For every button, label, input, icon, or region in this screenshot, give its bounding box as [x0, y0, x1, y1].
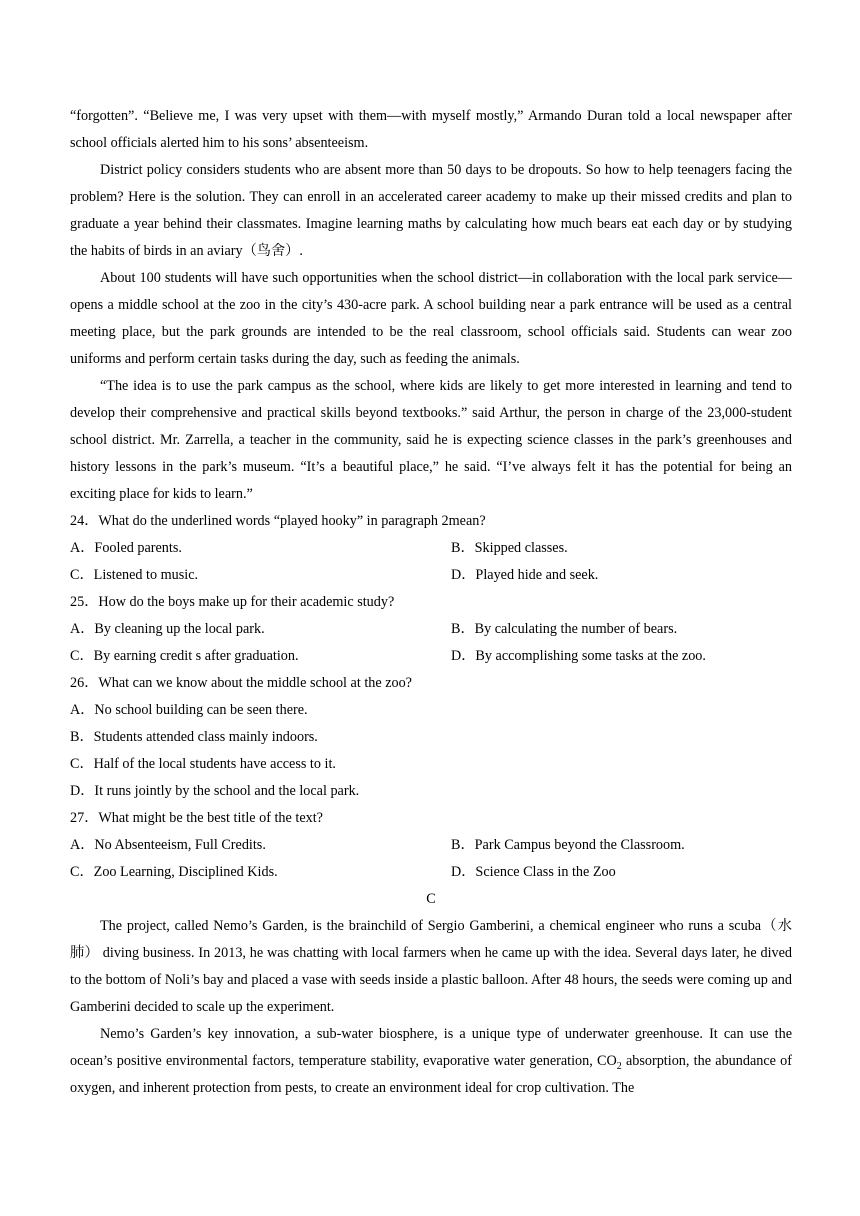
question-24-option-c: C．Listened to music. — [70, 567, 199, 583]
passage-c-paragraph-1: The project, called Nemo’s Garden, is the brainchild of Sergio Gamberini, a chemical engineer who runs a scuba（水肺） diving business. In 2013, he was chatting with local farmers when he came up with the idea. Several days later, he dived to the bottom of Noli’s bay and placed a vase with seeds inside a plastic balloon. After 48 hours, the seeds were coming up and Gamberini decided to scale up the experiment. — [70, 918, 792, 1015]
co2-subscript: 2 — [616, 1060, 622, 1072]
question-24-option-b: B．Skipped classes. — [451, 540, 568, 556]
question-24-option-a: A．Fooled parents. — [70, 540, 182, 556]
passage-c-heading: C — [426, 891, 436, 907]
question-25-options-row-2 — [70, 643, 792, 670]
question-24-options-row-1 — [70, 535, 792, 562]
question-27-option-b: B．Park Campus beyond the Classroom. — [451, 837, 685, 853]
question-26-stem: 26．What can we know about the middle school at the zoo? — [70, 675, 412, 691]
question-27-option-a: A．No Absenteeism, Full Credits. — [70, 837, 266, 853]
question-25-option-d: D．By accomplishing some tasks at the zoo. — [451, 648, 706, 664]
question-26-option-d: D．It runs jointly by the school and the local park. — [70, 783, 360, 799]
passage-c-paragraph-2 — [70, 1021, 792, 1102]
question-24-stem: 24．What do the underlined words “played hooky” in paragraph 2mean? — [70, 513, 486, 529]
question-26-option-a: A．No school building can be seen there. — [70, 702, 308, 718]
passage-b-paragraph-3: About 100 students will have such opportunities when the school district—in collaboration with the local park service—opens a middle school at the zoo in the city’s 430-acre park. A school building near a park entrance will be used as a central meeting place, but the park grounds are intended to be the real classroom, school officials said. Students can wear zoo uniforms and perform certain tasks during the day, such as feeding the animals. — [70, 270, 792, 367]
question-24-option-d: D．Played hide and seek. — [451, 567, 599, 583]
question-27-stem: 27．What might be the best title of the text? — [70, 810, 323, 826]
passage-b-paragraph-4: “The idea is to use the park campus as the school, where kids are likely to get more interested in learning and tend to develop their comprehensive and practical skills beyond textbooks.” said Arthur, the person in charge of the 23,000-student school district. Mr. Zarrella, a teacher in the community, said he is expecting science classes in the park’s greenhouses and history lessons in the park’s museum. “It’s a beautiful place,” he said. “I’ve always felt it has the potential for being an exciting place for kids to learn.” — [70, 378, 792, 502]
question-27-options-row-1 — [70, 832, 792, 859]
question-27-option-c: C．Zoo Learning, Disciplined Kids. — [70, 864, 278, 880]
passage-b-paragraph-1: “forgotten”. “Believe me, I was very upset with them—with myself mostly,” Armando Duran told a local newspaper after school officials alerted him to his sons’ absenteeism. — [70, 108, 792, 151]
passage-b-paragraph-2: District policy considers students who are absent more than 50 days to be dropouts. So how to help teenagers facing the problem? Here is the solution. They can enroll in an accelerated career academy to make up their missed credits and plan to graduate a year behind their classmates. Imagine learning maths by calculating how much bears eat each day or by studying the habits of birds in an aviary（鸟舍）. — [70, 162, 792, 259]
question-27-option-d: D．Science Class in the Zoo — [451, 864, 616, 880]
question-26-option-c: C．Half of the local students have access to it. — [70, 756, 336, 772]
question-26-option-b: B．Students attended class mainly indoors. — [70, 729, 318, 745]
passage-c-paragraph-2-text-start: Nemo’s Garden’s key innovation, a sub-water biosphere, is a unique type of underwater greenhouse. It can use the ocean’s positive environmental factors, temperature stability, evaporative water generation, CO — [70, 1026, 792, 1069]
question-25-options-row-1 — [70, 616, 792, 643]
question-25-option-b: B．By calculating the number of bears. — [451, 621, 678, 637]
passage-c-paragraph-2-text-end: absorption, the abundance of oxygen, and inherent protection from pests, to create an environment ideal for crop cultivation. The — [70, 1053, 792, 1096]
question-25-option-c: C．By earning credit s after graduation. — [70, 648, 299, 664]
question-25-option-a: A．By cleaning up the local park. — [70, 621, 265, 637]
question-27-options-row-2 — [70, 859, 792, 886]
question-25-stem: 25．How do the boys make up for their academic study? — [70, 594, 395, 610]
document-page — [70, 103, 792, 1102]
question-24-options-row-2 — [70, 562, 792, 589]
